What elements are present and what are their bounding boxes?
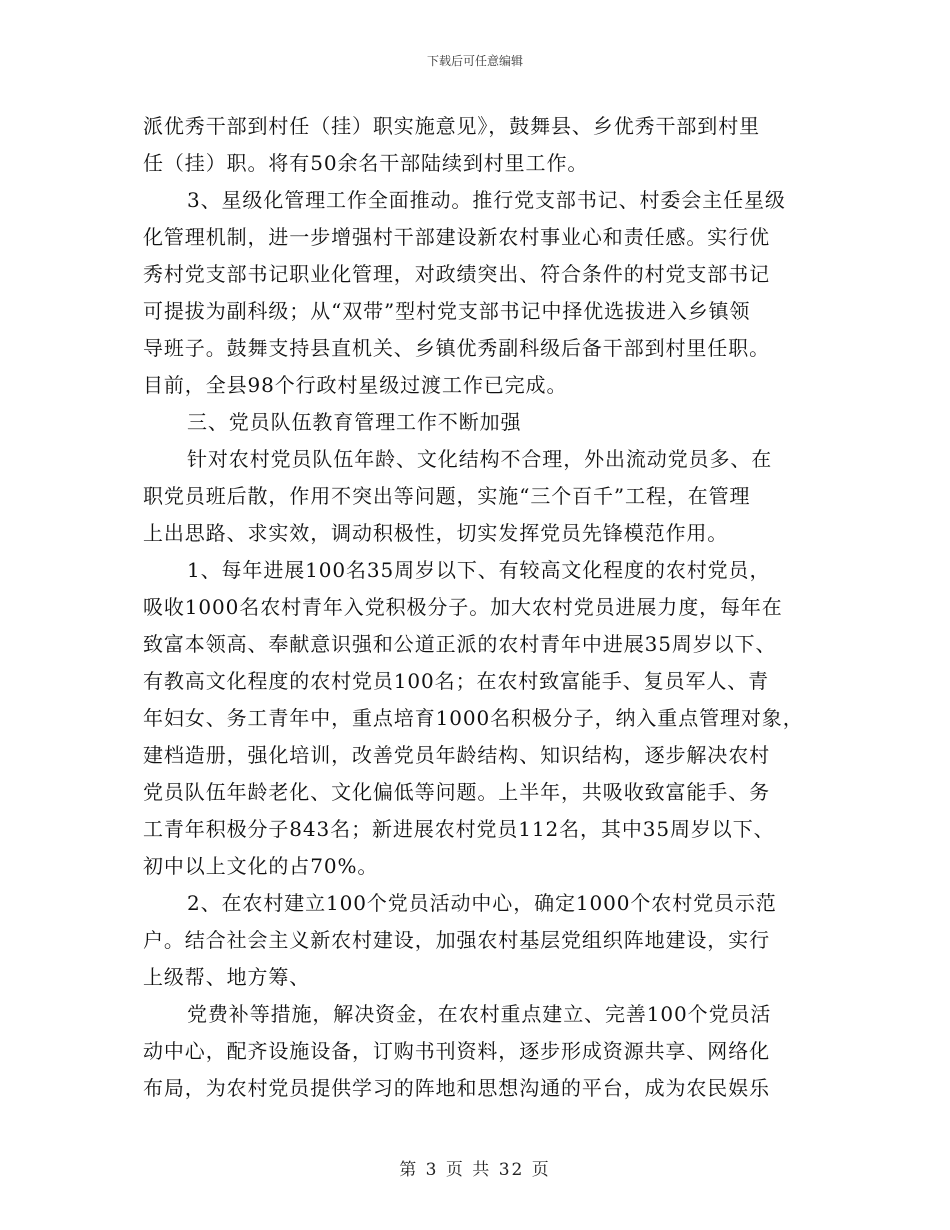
text-line: 致富本领高、奉献意识强和公道正派的农村青年中进展35周岁以下、 [143, 632, 777, 656]
text-line: 派优秀干部到村任（挂）职实施意见》，鼓舞县、乡优秀干部到村里 [143, 114, 760, 138]
text-line: 任（挂）职。将有50余名干部陆续到村里工作。 [143, 151, 589, 175]
page-header: 下载后可任意编辑 [426, 54, 523, 68]
text-line: 布局，为农村党员提供学习的阵地和思想沟通的平台，成为农民娱乐 [143, 1076, 770, 1100]
text-line: 秀村党支部书记职业化管理，对政绩突出、符合条件的村党支部书记 [143, 262, 770, 286]
text-line: 建档造册，强化培训，改善党员年龄结构、知识结构，逐步解决农村 [143, 743, 770, 767]
text-line: 化管理机制，进一步增强村干部建设新农村事业心和责任感。实行优 [143, 225, 770, 249]
paragraph-start: 3、星级化管理工作全面推动。推行党支部书记、村委会主任星级 [187, 188, 786, 212]
text-line: 目前，全县98个行政村星级过渡工作已完成。 [143, 373, 568, 397]
paragraph-start: 1、每年进展100名35周岁以下、有较高文化程度的农村党员， [187, 558, 771, 582]
section-heading: 三、党员队伍教育管理工作不断加强 [187, 410, 522, 434]
paragraph-start: 2、在农村建立100个党员活动中心，确定1000个农村党员示范 [187, 891, 777, 915]
page-number-footer: 第 3 页 共 32 页 [399, 1160, 551, 1180]
text-line: 有教高文化程度的农村党员100名；在农村致富能手、复员军人、青 [143, 669, 770, 693]
text-line: 可提拔为副科级；从“双带”型村党支部书记中择优选拔进入乡镇领 [143, 299, 751, 323]
text-line: 党员队伍年龄老化、文化偏低等问题。上半年，共吸收致富能手、务 [143, 780, 770, 804]
text-line: 导班子。鼓舞支持县直机关、乡镇优秀副科级后备干部到村里任职。 [143, 336, 770, 360]
text-line: 职党员班后散，作用不突出等问题，实施“三个百千”工程，在管理 [143, 484, 751, 508]
text-line: 动中心，配齐设施设备，订购书刊资料，逐步形成资源共享、网络化 [143, 1039, 770, 1063]
paragraph-start: 针对农村党员队伍年龄、文化结构不合理，外出流动党员多、在 [187, 447, 773, 471]
text-line: 上级帮、地方筹、 [143, 965, 311, 989]
text-line: 户。结合社会主义新农村建设，加强农村基层党组织阵地建设，实行 [143, 928, 770, 952]
document-body [143, 108, 811, 1107]
text-line: 上出思路、求实效，调动积极性，切实发挥党员先锋模范作用。 [143, 521, 729, 545]
text-line: 吸收1000名农村青年入党积极分子。加大农村党员进展力度，每年在 [143, 595, 783, 619]
paragraph-start: 党费补等措施，解决资金，在农村重点建立、完善100个党员活 [187, 1002, 772, 1026]
text-line: 初中以上文化的占70%。 [143, 854, 379, 878]
text-line: 工青年积极分子843名；新进展农村党员112名，其中35周岁以下、 [143, 817, 775, 841]
text-line: 年妇女、务工青年中，重点培育1000名积极分子，纳入重点管理对象， [143, 706, 804, 730]
